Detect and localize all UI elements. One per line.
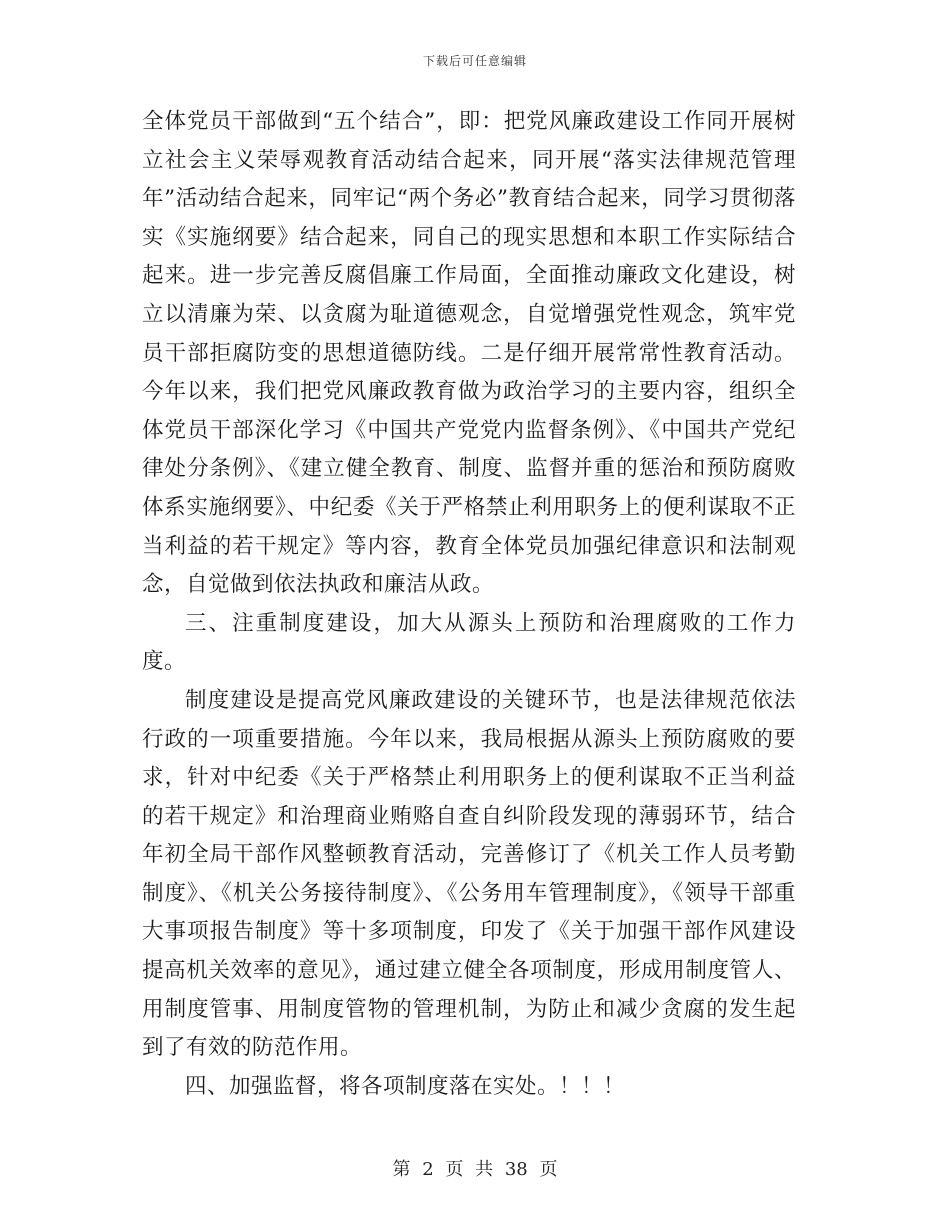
body-paragraph-1: 全体党员干部做到“五个结合”，即：把党风廉政建设工作同开展树立社会主义荣辱观教育活动结合起来，同开展“落实法律规范管理年”活动结合起来，同牢记“两个务必”教育结合起来，同学习贯彻落实《实施纲要》结合起来，同自己的现实思想和本职工作实际结合起来。进一步完善反腐倡廉工作局面，全面推动廉政文化建设，树立以清廉为荣、以贪腐为耻道德观念，自觉增强党性观念，筑牢党员干部拒腐防变的思想道德防线。二是仔细开展常常性教育活动。今年以来，我们把党风廉政教育做为政治学习的主要内容，组织全体党员干部深化学习《中国共产党党内监督条例》、《中国共产党纪律处分条例》、《建立健全教育、制度、监督并重的惩治和预防腐败体系实施纲要》、中纪委《关于严格禁止利用职务上的便利谋取不正当利益的若干规定》等内容，教育全体党员加强纪律意识和法制观念，自觉做到依法执政和廉洁从政。: [142, 109, 796, 598]
body-paragraph-2: 制度建设是提高党风廉政建设的关键环节，也是法律规范依法行政的一项重要措施。今年以来，我局根据从源头上预防腐败的要求，针对中纪委《关于严格禁止利用职务上的便利谋取不正当利益的若干规定》和治理商业贿赂自查自纠阶段发现的薄弱环节，结合年初全局干部作风整顿教育活动，完善修订了《机关工作人员考勤制度》、《机关公务接待制度》、《公务用车管理制度》，《领导干部重大事项报告制度》等十多项制度，印发了《关于加强干部作风建设提高机关效率的意见》，通过建立健全各项制度，形成用制度管人、用制度管事、用制度管物的管理机制，为防止和减少贪腐的发生起到了有效的防范作用。: [142, 687, 796, 1061]
section-heading-3: 三、注重制度建设，加大从源头上预防和治理腐败的工作力度。: [142, 610, 796, 675]
section-heading-4: 四、加强监督，将各项制度落在实处。！！！: [185, 1073, 626, 1099]
page-header: 下载后可任意编辑: [422, 54, 527, 68]
document-body: [142, 103, 796, 1106]
page-footer: 第 2 页 共 38 页: [392, 1159, 558, 1180]
